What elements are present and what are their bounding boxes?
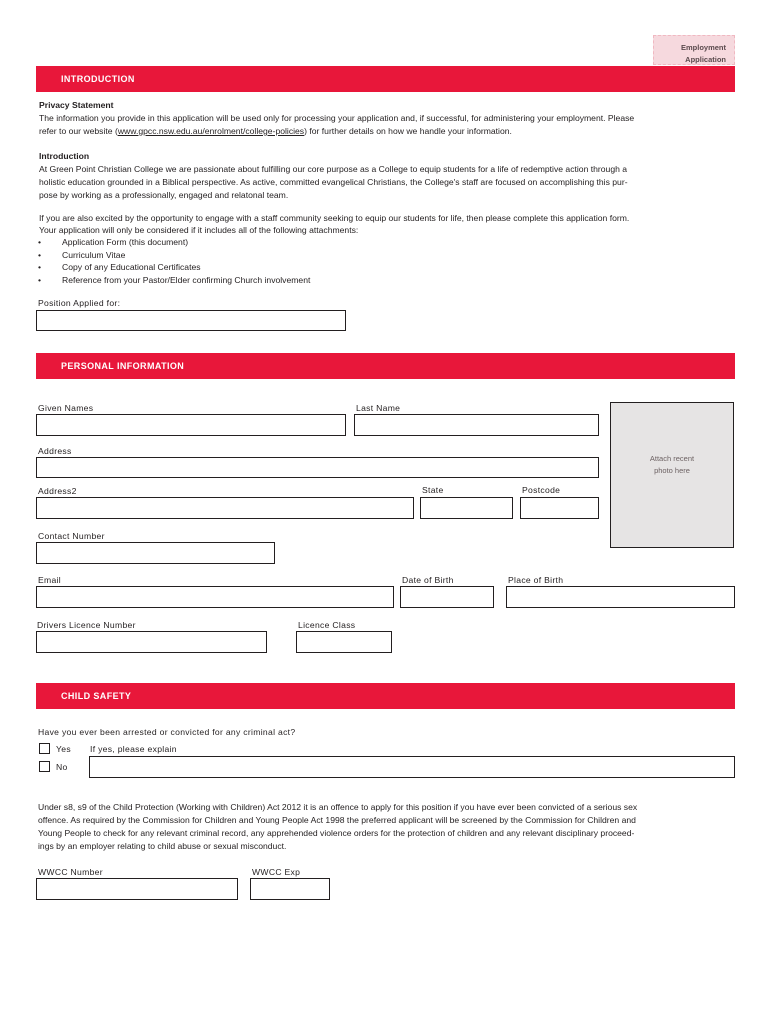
privacy-line-2: refer to our website (www.gpcc.nsw.edu.au/enrolment/college-policies) for further details on how we handle your information. (39, 126, 512, 136)
postcode-label: Postcode (522, 485, 561, 495)
intro-line-2: holistic education grounded in a Biblical perspective. As active, committed evangelical Christians, the College's staff are focused on accomplishing this pur- (39, 177, 628, 187)
list-item: • Application Form (this document) (36, 236, 310, 249)
yes-label: Yes (56, 744, 71, 754)
list-item: • Copy of any Educational Certificates (36, 261, 310, 274)
legal-line-1: Under s8, s9 of the Child Protection (Working with Children) Act 2012 it is an offence to apply for this position if you have ever been convicted of a serious sex (38, 802, 638, 812)
wwcc-number-input[interactable] (36, 878, 238, 900)
intro-line-4: If you are also excited by the opportunity to engage with a staff community seeking to equip our students for life, then please complete this application form. (39, 213, 630, 223)
intro-line-5: Your application will only be considered if it includes all of the following attachments: (39, 225, 359, 235)
introduction-heading: Introduction (39, 151, 90, 161)
photo-label-line-2: photo here (654, 466, 690, 475)
attachments-list (36, 236, 310, 286)
licence-number-label: Drivers Licence Number (37, 620, 136, 630)
yes-checkbox[interactable] (39, 743, 50, 754)
address-input[interactable] (36, 457, 599, 478)
position-applied-label: Position Applied for: (38, 298, 121, 308)
tag-line-2: Application (685, 55, 726, 64)
section-header-introduction: INTRODUCTION (36, 66, 735, 92)
photo-label-line-1: Attach recent (649, 454, 695, 463)
privacy-heading: Privacy Statement (39, 100, 114, 110)
email-input[interactable] (36, 586, 394, 608)
photo-attachment-area[interactable] (610, 402, 734, 548)
no-label: No (56, 762, 68, 772)
legal-line-4: ings by an employer relating to child abuse or sexual misconduct. (38, 841, 287, 851)
explain-input[interactable] (89, 756, 735, 778)
address2-input[interactable] (36, 497, 414, 519)
last-name-input[interactable] (354, 414, 599, 436)
last-name-label: Last Name (356, 403, 401, 413)
licence-number-input[interactable] (36, 631, 267, 653)
position-applied-input[interactable] (36, 310, 346, 331)
postcode-input[interactable] (520, 497, 599, 519)
privacy-policy-link[interactable]: www.gpcc.nsw.edu.au/enrolment/college-policies (117, 126, 305, 136)
given-names-input[interactable] (36, 414, 346, 436)
licence-class-label: Licence Class (298, 620, 356, 630)
state-input[interactable] (420, 497, 513, 519)
criminal-question: Have you ever been arrested or convicted for any criminal act? (38, 727, 296, 737)
intro-line-1: At Green Point Christian College we are passionate about fulfilling our core purpose as a College to equip students for a life of redemptive action through a (39, 164, 628, 174)
document-type-tag (653, 35, 735, 65)
section-header-child-safety: CHILD SAFETY (36, 683, 735, 709)
contact-number-label: Contact Number (38, 531, 105, 541)
state-label: State (422, 485, 444, 495)
wwcc-number-label: WWCC Number (38, 867, 103, 877)
address-label: Address (38, 446, 72, 456)
licence-class-input[interactable] (296, 631, 392, 653)
no-checkbox[interactable] (39, 761, 50, 772)
given-names-label: Given Names (38, 403, 94, 413)
tag-line-1: Employment (680, 43, 726, 52)
explain-label: If yes, please explain (90, 744, 177, 754)
wwcc-exp-label: WWCC Exp (252, 867, 301, 877)
legal-line-3: Young People to check for any relevant criminal record, any apprehended violence orders for the protection of children and any relevant disciplinary proceed- (38, 828, 635, 838)
date-of-birth-label: Date of Birth (402, 575, 454, 585)
place-of-birth-label: Place of Birth (508, 575, 564, 585)
list-item: • Reference from your Pastor/Elder confirming Church involvement (36, 274, 310, 287)
intro-line-3: pose by working as a professionally, engaged and relatonal team. (39, 190, 289, 200)
wwcc-exp-input[interactable] (250, 878, 330, 900)
contact-number-input[interactable] (36, 542, 275, 564)
address2-label: Address2 (38, 486, 77, 496)
legal-line-2: offence. As required by the Commission for Children and Young People Act 1998 the preferred applicant will be screened by the Commission for Children and (38, 815, 636, 825)
privacy-line-1: The information you provide in this application will be used only for processing your application and, if successful, for administering your employment. Please (39, 113, 635, 123)
list-item: • Curriculum Vitae (36, 249, 310, 262)
date-of-birth-input[interactable] (400, 586, 494, 608)
email-label: Email (38, 575, 61, 585)
place-of-birth-input[interactable] (506, 586, 735, 608)
section-header-personal-information: PERSONAL INFORMATION (36, 353, 735, 379)
